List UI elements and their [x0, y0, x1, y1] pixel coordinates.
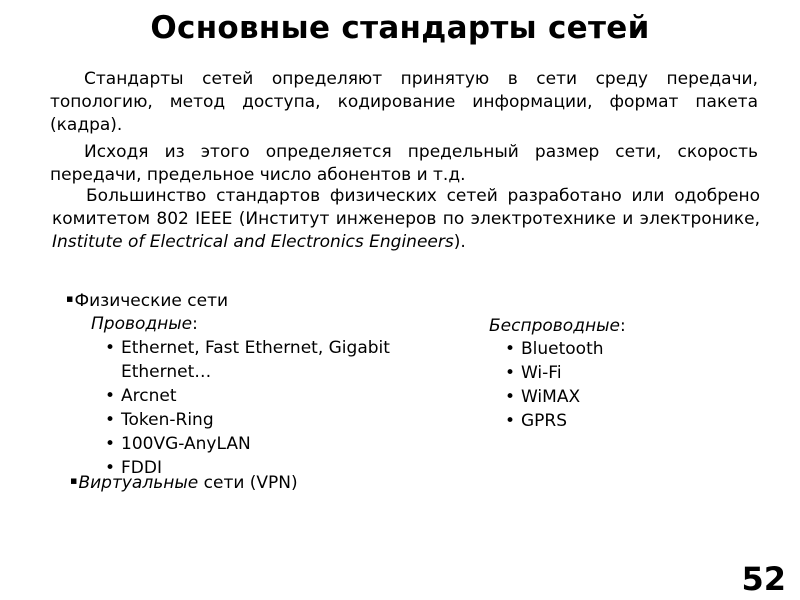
wireless-item-gprs: GPRS: [521, 411, 568, 431]
wireless-item-bluetooth: Bluetooth: [521, 339, 604, 359]
wireless-colon: :: [619, 316, 626, 336]
list-item: [505, 385, 705, 409]
bullet-icon: •: [105, 410, 116, 430]
paragraph-standards-definition: Стандарты сетей определяют принятую в сети среду передачи, топологию, метод доступа, кодирование информации, формат пакета (кадра).: [50, 69, 758, 135]
bullet-icon: •: [105, 386, 116, 406]
ieee-full-name: Institute of Electrical and Electronics Engineers: [52, 232, 454, 252]
wireless-item-wifi: Wi-Fi: [521, 363, 562, 383]
wired-colon: :: [192, 314, 198, 334]
wired-item-fddi: FDDI: [121, 458, 162, 478]
bullet-icon: •: [505, 339, 516, 359]
physical-networks-label: Физические сети: [74, 291, 229, 311]
paragraph-network-limits: Исходя из этого определяется предельный размер сети, скорость передачи, предельное число абонентов и т.д.: [50, 142, 758, 185]
square-bullet-icon: ▪: [70, 474, 78, 487]
wired-item-arcnet: Arcnet: [121, 386, 177, 406]
list-item: [105, 384, 465, 408]
paragraph-ieee-text: Большинство стандартов физических сетей разработано или одобрено комитетом 802 IEEE (Институт инженеров по электротехнике и электронике,: [52, 186, 760, 229]
bullet-icon: •: [105, 338, 116, 358]
list-item: [105, 408, 465, 432]
virtual-label-rest: сети (VPN): [198, 473, 298, 493]
wired-item-100vg-anylan: 100VG-AnyLAN: [121, 434, 251, 454]
wired-label: Проводные: [91, 314, 193, 334]
wireless-standards-list: [505, 337, 705, 433]
paragraph-ieee-end: ).: [453, 232, 466, 252]
paragraph-ieee-802: [52, 185, 760, 254]
slide-title: Основные стандарты сетей: [150, 10, 650, 46]
wired-item-token-ring: Token-Ring: [121, 410, 214, 430]
bullet-icon: •: [505, 411, 516, 431]
list-item: [505, 337, 705, 361]
bullet-icon: •: [505, 387, 516, 407]
virtual-label-italic: Виртуальные: [78, 473, 199, 493]
page-number: 52: [741, 560, 786, 598]
physical-networks-heading: [66, 290, 228, 314]
bullet-icon: •: [105, 434, 116, 454]
bullet-icon: •: [105, 458, 116, 478]
virtual-networks-heading: [70, 472, 298, 496]
wired-item-ethernet: Ethernet, Fast Ethernet, Gigabit Ethernet…: [121, 338, 390, 382]
list-item: [505, 409, 705, 433]
wireless-item-wimax: WiMAX: [521, 387, 581, 407]
wired-standards-list: [105, 336, 465, 480]
wireless-label: Беспроводные: [489, 316, 620, 336]
list-item: [105, 336, 465, 384]
square-bullet-icon: ▪: [66, 292, 74, 305]
wired-subheading: [91, 313, 198, 336]
bullet-icon: •: [505, 363, 516, 383]
list-item: [105, 432, 465, 456]
wireless-subheading: [489, 315, 626, 338]
list-item: [505, 361, 705, 385]
